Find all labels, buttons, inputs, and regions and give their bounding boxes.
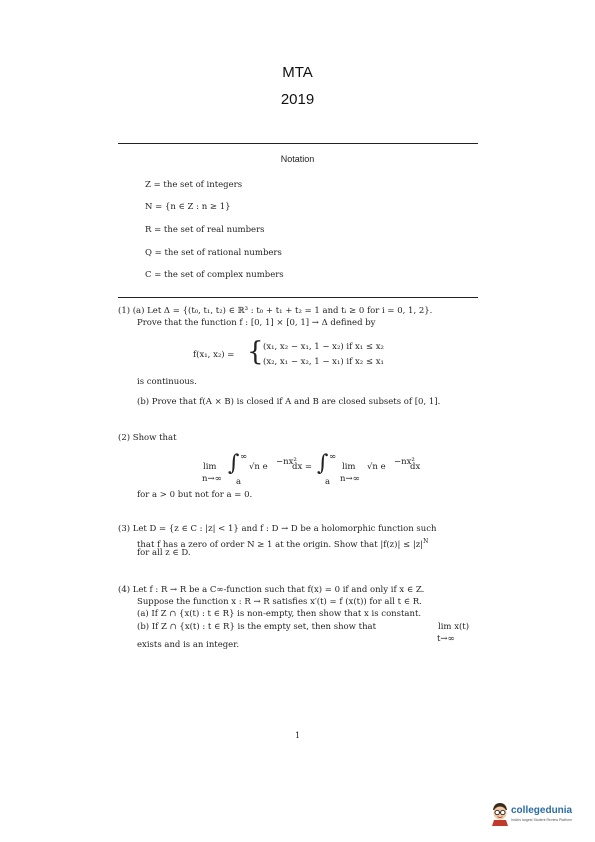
q2-lower-left: a	[236, 477, 242, 487]
q2-intro: (2) Show that	[118, 433, 177, 443]
q3-exponent: N	[423, 538, 429, 545]
q1-part-b: (b) Prove that f(A × B) is closed if A and B are closed subsets of [0, 1].	[137, 397, 441, 407]
q1-part-a-line1: (1) (a) Let Δ = {(t₀, t₁, t₂) ∈ ℝ³ : t₀ + t₁ + t₂ = 1 and tᵢ ≥ 0 for i = 0, 1, 2}.	[118, 306, 433, 316]
top-rule	[118, 143, 478, 144]
notation-item-reals: R = the set of real numbers	[145, 225, 265, 235]
q2-integral-left: ∫	[228, 451, 240, 476]
q1-part-a-line2: Prove that the function f : [0, 1] × [0, 1] → Δ defined by	[137, 318, 376, 328]
q2-lim-left-sub: n→∞	[202, 474, 222, 484]
q2-lim-left: lim	[203, 462, 217, 472]
q4-part-a: (a) If Z ∩ {x(t) : t ∈ R} is non-empty, then show that x is constant.	[137, 609, 422, 619]
q4-line2: Suppose the function x : R → R satisfies x′(t) = f (x(t)) for all t ∈ R.	[137, 597, 422, 607]
q1-case2: (x₂, x₁ − x₂, 1 − x₁) if x₂ ≤ x₁	[263, 357, 384, 367]
bottom-rule	[118, 297, 478, 298]
notation-item-rationals: Q = the set of rational numbers	[145, 248, 282, 258]
notation-item-integers: Z = the set of integers	[145, 180, 243, 190]
collegedunia-logo[interactable]	[490, 800, 590, 830]
logo-tagline: India's largest Student Review Platform	[511, 818, 572, 822]
q2-exp-left: −nx²	[276, 457, 297, 467]
q2-integral-right: ∫	[317, 451, 329, 476]
q4-line5: exists and is an integer.	[137, 640, 240, 650]
q1-continuous-line: is continuous.	[137, 377, 197, 387]
notation-item-naturals: N = {n ∈ Z : n ≥ 1}	[145, 202, 231, 212]
exam-title: MTA	[282, 64, 313, 81]
notation-heading: Notation	[280, 154, 315, 164]
q2-upper-left: ∞	[240, 452, 248, 462]
q3-line3: for all z ∈ D.	[137, 548, 191, 558]
q2-lim-right: lim	[342, 462, 356, 472]
q2-exp-right: −nx²	[394, 457, 415, 467]
q1-function-lhs: f(x₁, x₂) =	[193, 350, 235, 360]
q4-part-b: (b) If Z ∩ {x(t) : t ∈ R} is the empty set, then show that	[137, 622, 377, 632]
q2-integrand-left: √n e	[249, 462, 268, 472]
exam-year: 2019	[280, 91, 315, 108]
logo-wordmark: collegedunia	[511, 805, 573, 816]
q1-case1: (x₁, x₂ − x₁, 1 − x₂) if x₁ ≤ x₂	[263, 342, 384, 352]
q3-line2-text: that f has a zero of order N ≥ 1 at the origin. Show that |f(z)| ≤ |z|	[137, 539, 424, 550]
q2-lim-right-sub: n→∞	[340, 474, 360, 484]
mascot-icon	[490, 802, 510, 826]
q3-line1: (3) Let D = {z ∈ C : |z| < 1} and f : D → D be a holomorphic function such	[118, 524, 437, 534]
page-number: 1	[294, 731, 301, 740]
q4-limit-sub: t→∞	[437, 634, 455, 644]
q4-line1: (4) Let f : R → R be a C∞-function such that f(x) = 0 if and only if x ∈ Z.	[118, 585, 425, 595]
notation-item-complex: C = the set of complex numbers	[145, 270, 284, 280]
q2-dx-end: dx	[410, 462, 421, 472]
q2-dx-equals: dx =	[292, 462, 313, 472]
q2-condition: for a > 0 but not for a = 0.	[137, 490, 253, 500]
q2-integrand-right: √n e	[367, 462, 386, 472]
q2-upper-right: ∞	[329, 452, 337, 462]
q2-lower-right: a	[325, 477, 331, 487]
q1-case-brace: {	[247, 337, 264, 367]
q4-limit: lim x(t)	[438, 622, 470, 632]
